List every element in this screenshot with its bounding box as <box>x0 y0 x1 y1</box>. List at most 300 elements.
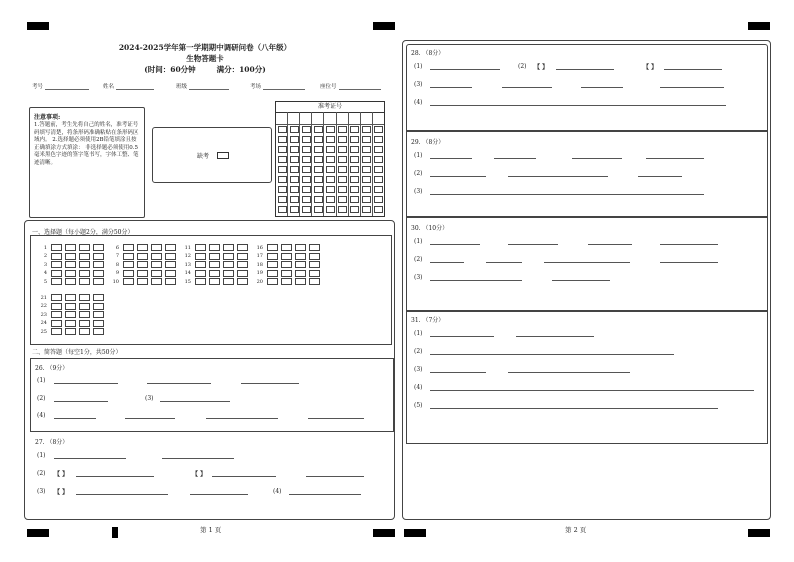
exam-id-bubble[interactable] <box>326 156 335 163</box>
option-bubble[interactable] <box>65 328 76 335</box>
option-bubble[interactable] <box>93 328 104 335</box>
option-bubble[interactable] <box>79 294 90 301</box>
option-bubble[interactable] <box>51 261 62 268</box>
exam-id-bubble[interactable] <box>290 196 299 203</box>
choice-answer-area <box>30 235 392 345</box>
exam-id-bubble[interactable] <box>362 136 371 143</box>
exam-id-bubble[interactable] <box>374 196 383 203</box>
option-bubble[interactable] <box>123 278 134 285</box>
question-number: 17 <box>256 253 263 260</box>
option-bubble[interactable] <box>281 278 292 285</box>
option-bubble[interactable] <box>123 261 134 268</box>
answer-line[interactable] <box>508 372 630 373</box>
answer-line[interactable] <box>494 158 536 159</box>
exam-id-bubble[interactable] <box>302 196 311 203</box>
question-number: 21 <box>40 294 47 301</box>
exam-id-bubble[interactable] <box>290 186 299 193</box>
exam-id-bubble[interactable] <box>278 206 287 213</box>
option-bubble[interactable] <box>93 244 104 251</box>
option-bubble[interactable] <box>65 311 76 318</box>
exam-id-bubble[interactable] <box>302 206 311 213</box>
option-bubble[interactable] <box>137 261 148 268</box>
exam-id-bubble[interactable] <box>362 196 371 203</box>
option-bubble[interactable] <box>51 303 62 310</box>
option-bubble[interactable] <box>165 270 176 277</box>
question-number: 15 <box>184 278 191 285</box>
option-bubble[interactable] <box>65 261 76 268</box>
option-bubble[interactable] <box>281 270 292 277</box>
option-bubble[interactable] <box>51 270 62 277</box>
option-bubble[interactable] <box>209 270 220 277</box>
exam-meta <box>20 64 390 75</box>
question-number: 1 <box>43 244 47 251</box>
choice-question <box>37 320 107 327</box>
option-bubble[interactable] <box>51 294 62 301</box>
answer-line[interactable] <box>588 244 632 245</box>
exam-id-bubble[interactable] <box>374 126 383 133</box>
exam-id-bubble[interactable] <box>326 186 335 193</box>
option-bubble[interactable] <box>137 278 148 285</box>
option-bubble[interactable] <box>93 253 104 260</box>
answer-line[interactable] <box>308 418 364 419</box>
exam-id-bubble[interactable] <box>338 136 347 143</box>
choice-question <box>109 244 179 251</box>
exam-id-bubble[interactable] <box>302 136 311 143</box>
option-bubble[interactable] <box>93 278 104 285</box>
exam-id-bubble[interactable] <box>374 166 383 173</box>
exam-id-bubble[interactable] <box>302 186 311 193</box>
answer-line[interactable] <box>660 262 718 263</box>
answer-line[interactable] <box>430 354 674 355</box>
exam-id-bubble[interactable] <box>362 186 371 193</box>
exam-id-bubble[interactable] <box>362 156 371 163</box>
exam-id-bubble[interactable] <box>374 186 383 193</box>
answer-line[interactable] <box>125 418 175 419</box>
exam-id-bubble[interactable] <box>314 136 323 143</box>
answer-line[interactable] <box>638 176 682 177</box>
option-bubble[interactable] <box>281 261 292 268</box>
option-bubble[interactable] <box>209 278 220 285</box>
answer-bracket[interactable]: 【 】 <box>192 471 207 478</box>
answer-line[interactable] <box>430 194 704 195</box>
option-bubble[interactable] <box>137 244 148 251</box>
option-bubble[interactable] <box>295 270 306 277</box>
info-field-name[interactable]: 姓名 <box>103 82 154 90</box>
option-bubble[interactable] <box>223 261 234 268</box>
option-bubble[interactable] <box>309 261 320 268</box>
answer-line[interactable] <box>430 372 486 373</box>
option-bubble[interactable] <box>65 278 76 285</box>
exam-id-bubble[interactable] <box>350 136 359 143</box>
option-bubble[interactable] <box>79 328 90 335</box>
exam-id-bubble[interactable] <box>362 206 371 213</box>
exam-id-bubble[interactable] <box>302 156 311 163</box>
option-bubble[interactable] <box>79 311 90 318</box>
absent-checkbox[interactable] <box>217 152 229 159</box>
question-number: 18 <box>256 261 263 268</box>
option-bubble[interactable] <box>51 311 62 318</box>
choice-question <box>37 278 107 285</box>
option-bubble[interactable] <box>223 253 234 260</box>
option-bubble[interactable] <box>195 253 206 260</box>
option-bubble[interactable] <box>165 261 176 268</box>
exam-id-bubble[interactable] <box>350 156 359 163</box>
answer-line[interactable] <box>147 383 211 384</box>
exam-id-bubble[interactable] <box>278 196 287 203</box>
exam-id-bubble[interactable] <box>338 176 347 183</box>
answer-line[interactable] <box>660 87 724 88</box>
option-bubble[interactable] <box>151 244 162 251</box>
option-bubble[interactable] <box>79 303 90 310</box>
option-bubble[interactable] <box>93 294 104 301</box>
exam-id-bubble[interactable] <box>338 156 347 163</box>
exam-id-bubble[interactable] <box>278 126 287 133</box>
choice-question <box>253 261 323 268</box>
option-bubble[interactable] <box>281 244 292 251</box>
exam-id-bubble[interactable] <box>374 176 383 183</box>
answer-line[interactable] <box>206 418 278 419</box>
answer-line[interactable] <box>516 336 594 337</box>
q26-part-4: (4) <box>37 412 46 419</box>
exam-id-bubble[interactable] <box>290 136 299 143</box>
option-bubble[interactable] <box>51 320 62 327</box>
exam-id-bubble[interactable] <box>362 126 371 133</box>
option-bubble[interactable] <box>165 244 176 251</box>
q26-part-1: (1) <box>37 377 46 384</box>
option-bubble[interactable] <box>79 244 90 251</box>
option-bubble[interactable] <box>281 253 292 260</box>
option-bubble[interactable] <box>195 278 206 285</box>
answer-bracket[interactable]: 【 】 <box>643 64 658 71</box>
option-bubble[interactable] <box>151 278 162 285</box>
answer-line[interactable] <box>306 476 364 477</box>
option-bubble[interactable] <box>195 270 206 277</box>
registration-mark <box>112 527 118 538</box>
option-bubble[interactable] <box>93 261 104 268</box>
answer-line[interactable] <box>430 69 500 70</box>
option-bubble[interactable] <box>123 244 134 251</box>
option-bubble[interactable] <box>123 253 134 260</box>
exam-id-bubble[interactable] <box>338 146 347 153</box>
question-number: 13 <box>184 261 191 268</box>
option-bubble[interactable] <box>309 270 320 277</box>
answer-line[interactable] <box>660 244 718 245</box>
exam-title: 2024-2025学年第一学期期中调研问卷（八年级） <box>118 43 292 52</box>
q27-part-2: (2) <box>37 470 46 477</box>
exam-id-bubble[interactable] <box>326 136 335 143</box>
answer-line[interactable] <box>190 494 248 495</box>
choice-question <box>37 253 107 260</box>
option-bubble[interactable] <box>79 253 90 260</box>
notice-body: 1.答题前，考生先将自己的姓名，准考证号码填写清楚，将条形码准确粘贴在条形码区域内。 2.选择题必须使用2B铅笔填涂且按正确填涂方式填涂： 非选择题必须使用0.5毫米黑色字迹的签字笔书写，字体工整、笔迹清晰。 <box>34 122 139 166</box>
answer-line[interactable] <box>430 244 480 245</box>
exam-id-bubble[interactable] <box>362 146 371 153</box>
option-bubble[interactable] <box>51 253 62 260</box>
answer-line[interactable] <box>54 383 118 384</box>
exam-id-bubble[interactable] <box>338 186 347 193</box>
answer-line[interactable] <box>430 390 754 391</box>
option-bubble[interactable] <box>237 278 248 285</box>
exam-id-bubble[interactable] <box>350 196 359 203</box>
option-bubble[interactable] <box>223 270 234 277</box>
registration-mark <box>748 22 770 30</box>
answer-line[interactable] <box>664 69 722 70</box>
exam-id-bubble[interactable] <box>302 166 311 173</box>
option-bubble[interactable] <box>223 278 234 285</box>
exam-id-bubble[interactable] <box>314 126 323 133</box>
option-bubble[interactable] <box>65 303 76 310</box>
answer-line[interactable] <box>430 158 472 159</box>
exam-id-bubble[interactable] <box>314 206 323 213</box>
option-bubble[interactable] <box>267 261 278 268</box>
exam-id-bubble[interactable] <box>290 176 299 183</box>
exam-id-bubble[interactable] <box>326 146 335 153</box>
question-number: 24 <box>40 320 47 327</box>
exam-id-bubble[interactable] <box>362 166 371 173</box>
q27-part-1: (1) <box>37 452 46 459</box>
page-number-1: 第 1 页 <box>200 526 222 534</box>
answer-line[interactable] <box>544 262 630 263</box>
exam-id-bubble[interactable] <box>302 126 311 133</box>
exam-id-bubble[interactable] <box>350 186 359 193</box>
answer-line[interactable] <box>430 408 718 409</box>
answer-line[interactable] <box>646 158 704 159</box>
exam-id-bubble[interactable] <box>338 206 347 213</box>
question-number: 23 <box>40 311 47 318</box>
question-number: 7 <box>115 253 119 260</box>
exam-id-bubble[interactable] <box>278 146 287 153</box>
exam-id-bubble[interactable] <box>314 196 323 203</box>
option-bubble[interactable] <box>137 253 148 260</box>
answer-line[interactable] <box>502 87 552 88</box>
choice-question <box>181 270 251 277</box>
answer-bracket[interactable]: 【 】 <box>534 64 549 71</box>
exam-id-bubble[interactable] <box>302 176 311 183</box>
exam-id-bubble[interactable] <box>278 156 287 163</box>
option-bubble[interactable] <box>309 244 320 251</box>
choice-heading: 一、选择题（每小题2分，满分50分） <box>32 229 134 236</box>
option-bubble[interactable] <box>151 270 162 277</box>
registration-mark <box>373 22 395 30</box>
question-number: 4 <box>43 270 47 277</box>
notice-box <box>29 107 145 218</box>
exam-id-bubble[interactable] <box>326 196 335 203</box>
option-bubble[interactable] <box>65 253 76 260</box>
answer-line[interactable] <box>289 494 361 495</box>
question-number: 11 <box>184 244 191 251</box>
answer-line[interactable] <box>430 280 522 281</box>
exam-id-bubble[interactable] <box>314 166 323 173</box>
option-bubble[interactable] <box>309 253 320 260</box>
choice-question <box>253 244 323 251</box>
q28-part-3: (3) <box>414 81 423 88</box>
option-bubble[interactable] <box>237 270 248 277</box>
answer-line[interactable] <box>581 87 623 88</box>
answer-line[interactable] <box>508 244 558 245</box>
option-bubble[interactable] <box>79 261 90 268</box>
answer-line[interactable] <box>54 401 108 402</box>
option-bubble[interactable] <box>65 270 76 277</box>
option-bubble[interactable] <box>237 253 248 260</box>
exam-id-bubble[interactable] <box>350 166 359 173</box>
option-bubble[interactable] <box>223 244 234 251</box>
answer-line[interactable] <box>430 87 472 88</box>
option-bubble[interactable] <box>195 244 206 251</box>
answer-line[interactable] <box>430 176 486 177</box>
question-number: 2 <box>43 253 47 260</box>
answer-line[interactable] <box>572 158 622 159</box>
option-bubble[interactable] <box>209 261 220 268</box>
exam-id-bubble[interactable] <box>290 166 299 173</box>
exam-id-bubble[interactable] <box>326 206 335 213</box>
option-bubble[interactable] <box>93 320 104 327</box>
answer-line[interactable] <box>486 262 522 263</box>
q31-part-2: (2) <box>414 348 423 355</box>
exam-id-bubble[interactable] <box>350 126 359 133</box>
exam-id-bubble[interactable] <box>374 156 383 163</box>
answer-line[interactable] <box>556 69 614 70</box>
option-bubble[interactable] <box>65 294 76 301</box>
q31-part-5: (5) <box>414 402 423 409</box>
question-number: 20 <box>256 278 263 285</box>
option-bubble[interactable] <box>151 261 162 268</box>
option-bubble[interactable] <box>79 278 90 285</box>
exam-id-bubble[interactable] <box>326 166 335 173</box>
choice-question <box>37 328 107 335</box>
exam-id-bubble[interactable] <box>314 176 323 183</box>
answer-bracket[interactable]: 【 】 <box>54 489 69 496</box>
answer-line[interactable] <box>54 418 96 419</box>
answer-line[interactable] <box>160 401 230 402</box>
option-bubble[interactable] <box>123 270 134 277</box>
option-bubble[interactable] <box>165 253 176 260</box>
option-bubble[interactable] <box>209 253 220 260</box>
exam-id-bubble[interactable] <box>278 136 287 143</box>
option-bubble[interactable] <box>209 244 220 251</box>
option-bubble[interactable] <box>267 278 278 285</box>
q29-title: 29. （8分） <box>411 139 445 146</box>
question-number: 14 <box>184 270 191 277</box>
option-bubble[interactable] <box>295 261 306 268</box>
answer-line[interactable] <box>241 383 299 384</box>
info-field-exam-no[interactable]: 考号 <box>32 82 89 90</box>
info-field-class[interactable]: 班级 <box>176 82 229 90</box>
exam-id-bubble[interactable] <box>290 126 299 133</box>
option-bubble[interactable] <box>195 261 206 268</box>
exam-id-bubble[interactable] <box>350 176 359 183</box>
exam-id-bubble[interactable] <box>338 196 347 203</box>
exam-id-bubble[interactable] <box>314 156 323 163</box>
question-number: 22 <box>40 303 47 310</box>
exam-id-bubble[interactable] <box>362 176 371 183</box>
option-bubble[interactable] <box>79 320 90 327</box>
question-number: 5 <box>43 278 47 285</box>
option-bubble[interactable] <box>93 303 104 310</box>
option-bubble[interactable] <box>295 278 306 285</box>
answer-line[interactable] <box>76 494 168 495</box>
option-bubble[interactable] <box>267 253 278 260</box>
notice-title: 注意事项: <box>34 114 61 121</box>
absent-label: 缺考 <box>197 153 210 160</box>
option-bubble[interactable] <box>267 270 278 277</box>
answer-line[interactable] <box>162 458 234 459</box>
option-bubble[interactable] <box>65 244 76 251</box>
info-field-seat[interactable]: 座位号 <box>320 82 381 90</box>
option-bubble[interactable] <box>267 244 278 251</box>
option-bubble[interactable] <box>137 270 148 277</box>
info-field-room[interactable]: 考场 <box>250 82 305 90</box>
option-bubble[interactable] <box>309 278 320 285</box>
short-answer-heading: 二、简答题（每空1分，共50分） <box>32 349 122 356</box>
option-bubble[interactable] <box>93 311 104 318</box>
q30-part-1: (1) <box>414 238 423 245</box>
exam-id-bubble[interactable] <box>338 126 347 133</box>
option-bubble[interactable] <box>65 320 76 327</box>
exam-id-bubble[interactable] <box>326 176 335 183</box>
exam-id-bubble[interactable] <box>290 146 299 153</box>
answer-line[interactable] <box>508 176 608 177</box>
choice-question <box>37 270 107 277</box>
barcode-area <box>152 127 272 183</box>
answer-line[interactable] <box>76 476 154 477</box>
page-number-2: 第 2 页 <box>565 526 587 534</box>
answer-line[interactable] <box>430 336 494 337</box>
answer-line[interactable] <box>430 105 726 106</box>
option-bubble[interactable] <box>51 278 62 285</box>
exam-id-bubble[interactable] <box>350 146 359 153</box>
exam-id-bubble[interactable] <box>278 186 287 193</box>
option-bubble[interactable] <box>295 244 306 251</box>
exam-id-bubble[interactable] <box>374 146 383 153</box>
answer-bracket[interactable]: 【 】 <box>54 471 69 478</box>
choice-question <box>181 278 251 285</box>
option-bubble[interactable] <box>51 328 62 335</box>
option-bubble[interactable] <box>165 278 176 285</box>
exam-id-bubble[interactable] <box>314 146 323 153</box>
choice-question <box>37 311 107 318</box>
option-bubble[interactable] <box>237 244 248 251</box>
q28-title: 28. （8分） <box>411 50 445 57</box>
exam-id-bubble[interactable] <box>374 206 383 213</box>
option-bubble[interactable] <box>79 270 90 277</box>
exam-id-bubble[interactable] <box>290 156 299 163</box>
answer-line[interactable] <box>54 458 126 459</box>
exam-id-bubble[interactable] <box>314 186 323 193</box>
exam-id-bubble[interactable] <box>278 176 287 183</box>
q31-title: 31. （7分） <box>411 317 445 324</box>
answer-line[interactable] <box>212 476 276 477</box>
exam-id-bubble[interactable] <box>302 146 311 153</box>
exam-id-bubble[interactable] <box>374 136 383 143</box>
exam-id-bubble[interactable] <box>290 206 299 213</box>
exam-id-grid <box>275 101 385 217</box>
option-bubble[interactable] <box>51 244 62 251</box>
exam-id-bubble[interactable] <box>326 126 335 133</box>
exam-id-bubble[interactable] <box>278 166 287 173</box>
choice-question <box>109 253 179 260</box>
option-bubble[interactable] <box>93 270 104 277</box>
question-number: 10 <box>112 278 119 285</box>
option-bubble[interactable] <box>237 261 248 268</box>
exam-id-bubble[interactable] <box>350 206 359 213</box>
option-bubble[interactable] <box>151 253 162 260</box>
exam-id-bubble[interactable] <box>338 166 347 173</box>
option-bubble[interactable] <box>295 253 306 260</box>
question-number: 9 <box>115 270 119 277</box>
q27-title: 27. （8分） <box>35 439 69 446</box>
answer-line[interactable] <box>430 262 464 263</box>
answer-line[interactable] <box>552 280 610 281</box>
